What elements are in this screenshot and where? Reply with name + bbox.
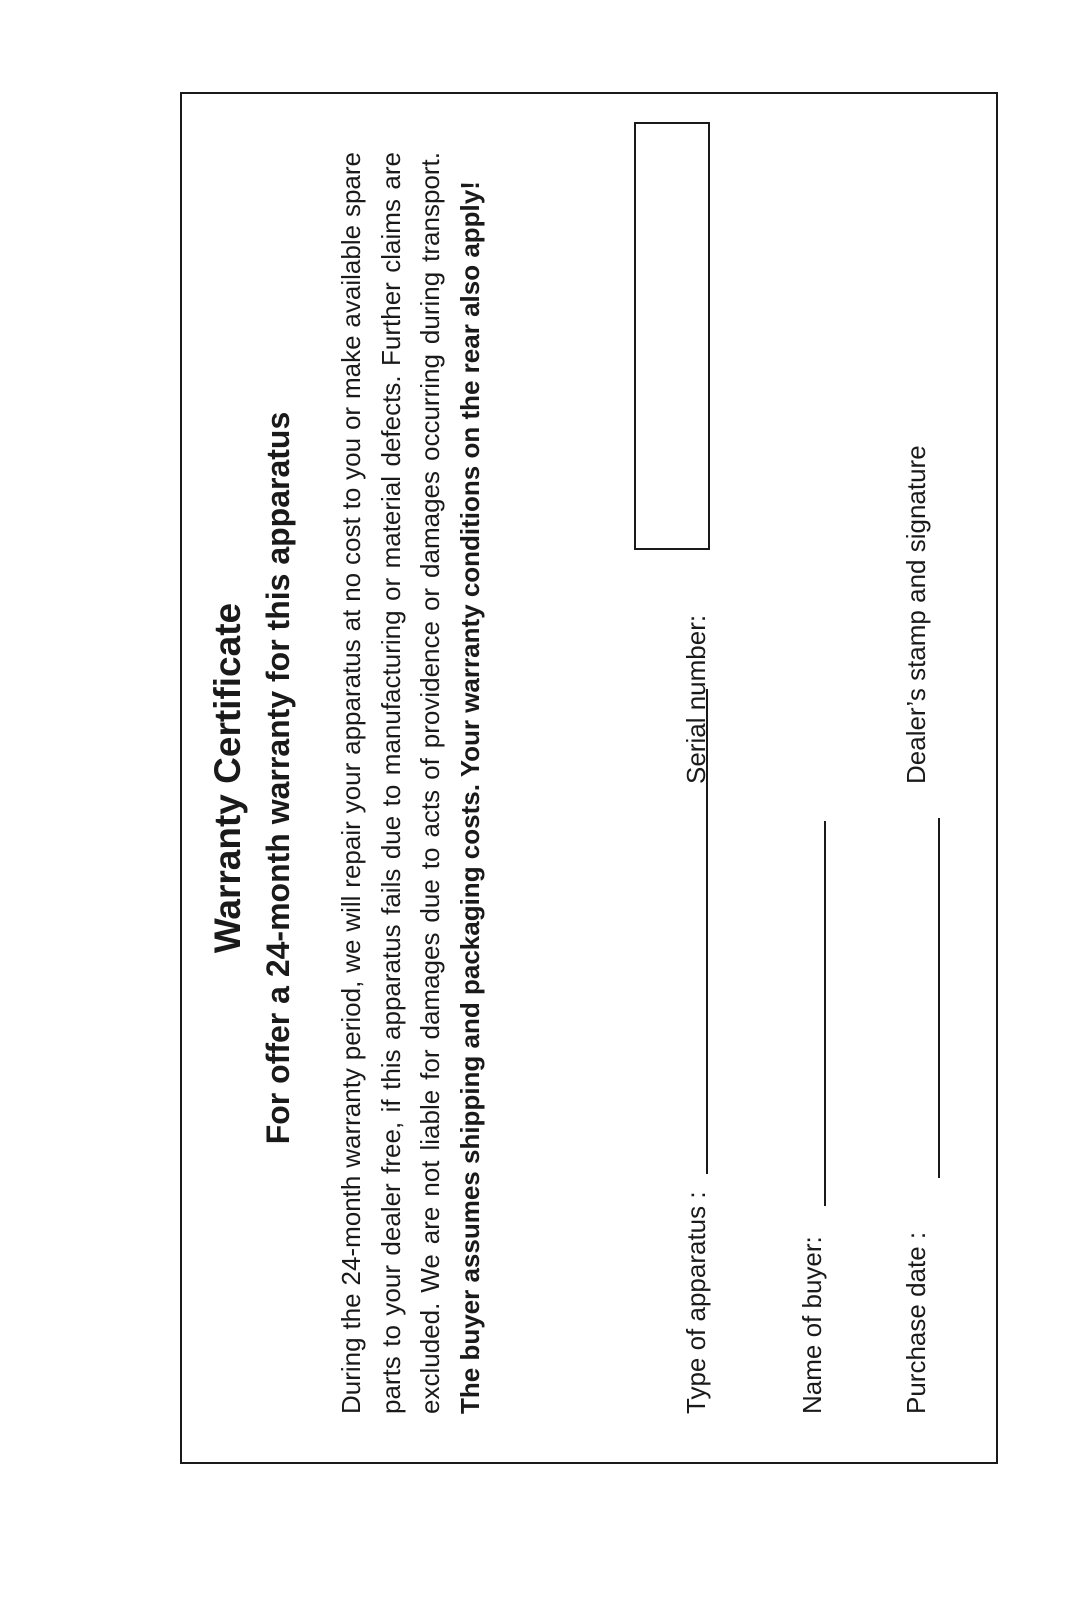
serial-number-label: Serial number:: [681, 614, 711, 784]
dealer-stamp-label: Dealer’s stamp and signature: [901, 445, 931, 784]
warranty-terms-bold-text: The buyer assumes shipping and packaging costs. Your warranty conditions on the rear also apply!: [454, 181, 485, 1414]
warranty-terms: [332, 152, 490, 1414]
warranty-certificate: [180, 92, 998, 1464]
type-of-apparatus-label: Type of apparatus :: [681, 1191, 711, 1414]
purchase-date-line[interactable]: [938, 818, 940, 1178]
certificate-title: Warranty Certificate: [207, 602, 248, 954]
purchase-date-label: Purchase date :: [901, 1231, 931, 1414]
certificate-subtitle: For offer a 24-month warranty for this apparatus: [260, 411, 296, 1145]
name-of-buyer-label: Name of buyer:: [797, 1236, 827, 1414]
name-of-buyer-line[interactable]: [824, 821, 826, 1206]
serial-number-box[interactable]: [634, 122, 710, 550]
warranty-terms-text: During the 24-month warranty period, we will repair your apparatus at no cost to you or make available spare parts to your dealer free, if this apparatus fails due to manufacturing or material defects. Further claims are excluded. We are not liable for damages due to acts of providence or damages occurring during transport.: [336, 152, 445, 1414]
